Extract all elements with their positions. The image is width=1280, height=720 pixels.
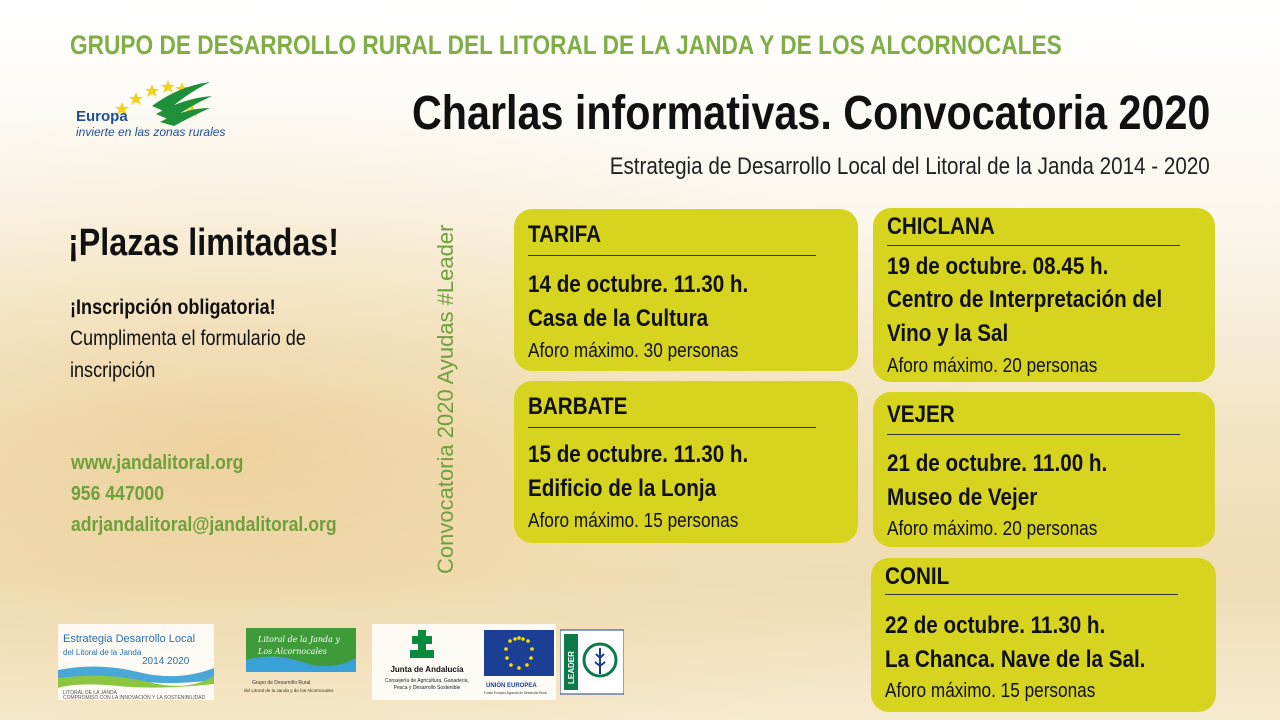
gdr-litoral-logo [244, 624, 360, 700]
svg-text:Grupo de Desarrollo Rural: Grupo de Desarrollo Rural [252, 680, 311, 686]
footer-logos [58, 624, 628, 700]
session-card-barbate [514, 381, 858, 543]
svg-text:LITORAL DE LA JANDA: LITORAL DE LA JANDA [63, 690, 117, 696]
town-name: CHICLANA [887, 213, 995, 240]
session-date: 21 de octubre. 11.00 h. [887, 450, 1108, 477]
page-title: Charlas informativas. Convocatoria 2020 [411, 87, 1210, 140]
session-capacity: Aforo máximo. 30 personas [528, 340, 739, 362]
session-venue: La Chanca. Nave de la Sal. [885, 646, 1146, 673]
session-card-vejer [873, 392, 1215, 547]
europa-logo-subtitle: invierte en las zonas rurales [76, 125, 226, 139]
session-capacity: Aforo máximo. 20 personas [887, 518, 1098, 540]
svg-text:Pesca y Desarrollo Sostenible: Pesca y Desarrollo Sostenible [393, 685, 461, 691]
session-card-conil [871, 558, 1216, 712]
divider [885, 594, 1178, 595]
phone-number: 956 447000 [71, 483, 164, 505]
town-name: VEJER [887, 401, 955, 428]
website-link[interactable]: www.jandalitoral.org [71, 452, 244, 474]
session-venue: Casa de la Cultura [528, 305, 709, 332]
session-date: 22 de octubre. 11.30 h. [885, 612, 1106, 639]
divider [887, 245, 1180, 246]
svg-text:UNIÓN EUROPEA: UNIÓN EUROPEA [486, 683, 537, 689]
vertical-hashtag-label: Convocatoria 2020 Ayudas #Leader [433, 224, 458, 574]
town-name: BARBATE [528, 393, 628, 420]
town-name: CONIL [885, 563, 950, 590]
junta-andalucia-logo [372, 624, 482, 700]
svg-text:COMPROMISO CON LA INNOVACIÓN Y: COMPROMISO CON LA INNOVACIÓN Y LA SOSTENIBILIDAD [63, 695, 206, 700]
union-europea-logo [482, 624, 556, 700]
session-venue: Edificio de la Lonja [528, 475, 717, 502]
svg-text:del Litoral de la Janda: del Litoral de la Janda [63, 648, 142, 657]
limited-places-heading: ¡Plazas limitadas! [68, 222, 340, 264]
svg-text:Estrategia Desarrollo Local: Estrategia Desarrollo Local [63, 633, 196, 645]
svg-text:Consejería de Agricultura, Gan: Consejería de Agricultura, Ganadería, [385, 678, 469, 684]
organization-title: GRUPO DE DESARROLLO RURAL DEL LITORAL DE LA JANDA Y DE LOS ALCORNOCALES [70, 30, 1062, 60]
email-link[interactable]: adrjandalitoral@jandalitoral.org [71, 514, 337, 536]
svg-text:del Litoral de la Janda y de l: del Litoral de la Janda y de los Alcornocales [244, 688, 334, 693]
town-name: TARIFA [528, 221, 602, 248]
session-date: 14 de octubre. 11.30 h. [528, 271, 749, 298]
strategy-subtitle: Estrategia de Desarrollo Local del Litoral de la Janda 2014 - 2020 [609, 153, 1210, 180]
divider [528, 427, 816, 428]
session-date: 19 de octubre. 08.45 h. [887, 253, 1109, 280]
session-capacity: Aforo máximo. 15 personas [528, 510, 739, 532]
divider [528, 255, 816, 256]
svg-text:Litoral de la Janda y: Litoral de la Janda y [258, 635, 340, 644]
mandatory-registration: ¡Inscripción obligatoria! [70, 296, 276, 319]
form-instruction-line-1: Cumplimenta el formulario de [70, 327, 306, 350]
session-capacity: Aforo máximo. 20 personas [887, 355, 1098, 377]
europa-logo-title: Europa [76, 108, 128, 125]
svg-text:Junta de Andalucía: Junta de Andalucía [390, 665, 464, 674]
session-date: 15 de octubre. 11.30 h. [528, 441, 749, 468]
svg-text:Los Alcornocales: Los Alcornocales [258, 647, 327, 656]
session-card-tarifa [514, 209, 858, 371]
session-card-chiclana [873, 208, 1215, 382]
session-venue-line-1: Centro de Interpretación del [887, 286, 1163, 313]
session-venue-line-2: Vino y la Sal [887, 320, 1009, 347]
svg-text:LEADER: LEADER [567, 651, 576, 684]
leader-logo [560, 624, 624, 700]
edl-strategy-logo [58, 624, 214, 700]
form-instruction-line-2: inscripción [70, 359, 156, 382]
svg-text:Fondo Europeo Agrícola de Desa: Fondo Europeo Agrícola de Desarrollo Rural [484, 691, 547, 695]
svg-text:2014 2020: 2014 2020 [142, 656, 190, 667]
session-venue: Museo de Vejer [887, 484, 1038, 511]
session-capacity: Aforo máximo. 15 personas [885, 680, 1096, 702]
divider [887, 434, 1180, 435]
